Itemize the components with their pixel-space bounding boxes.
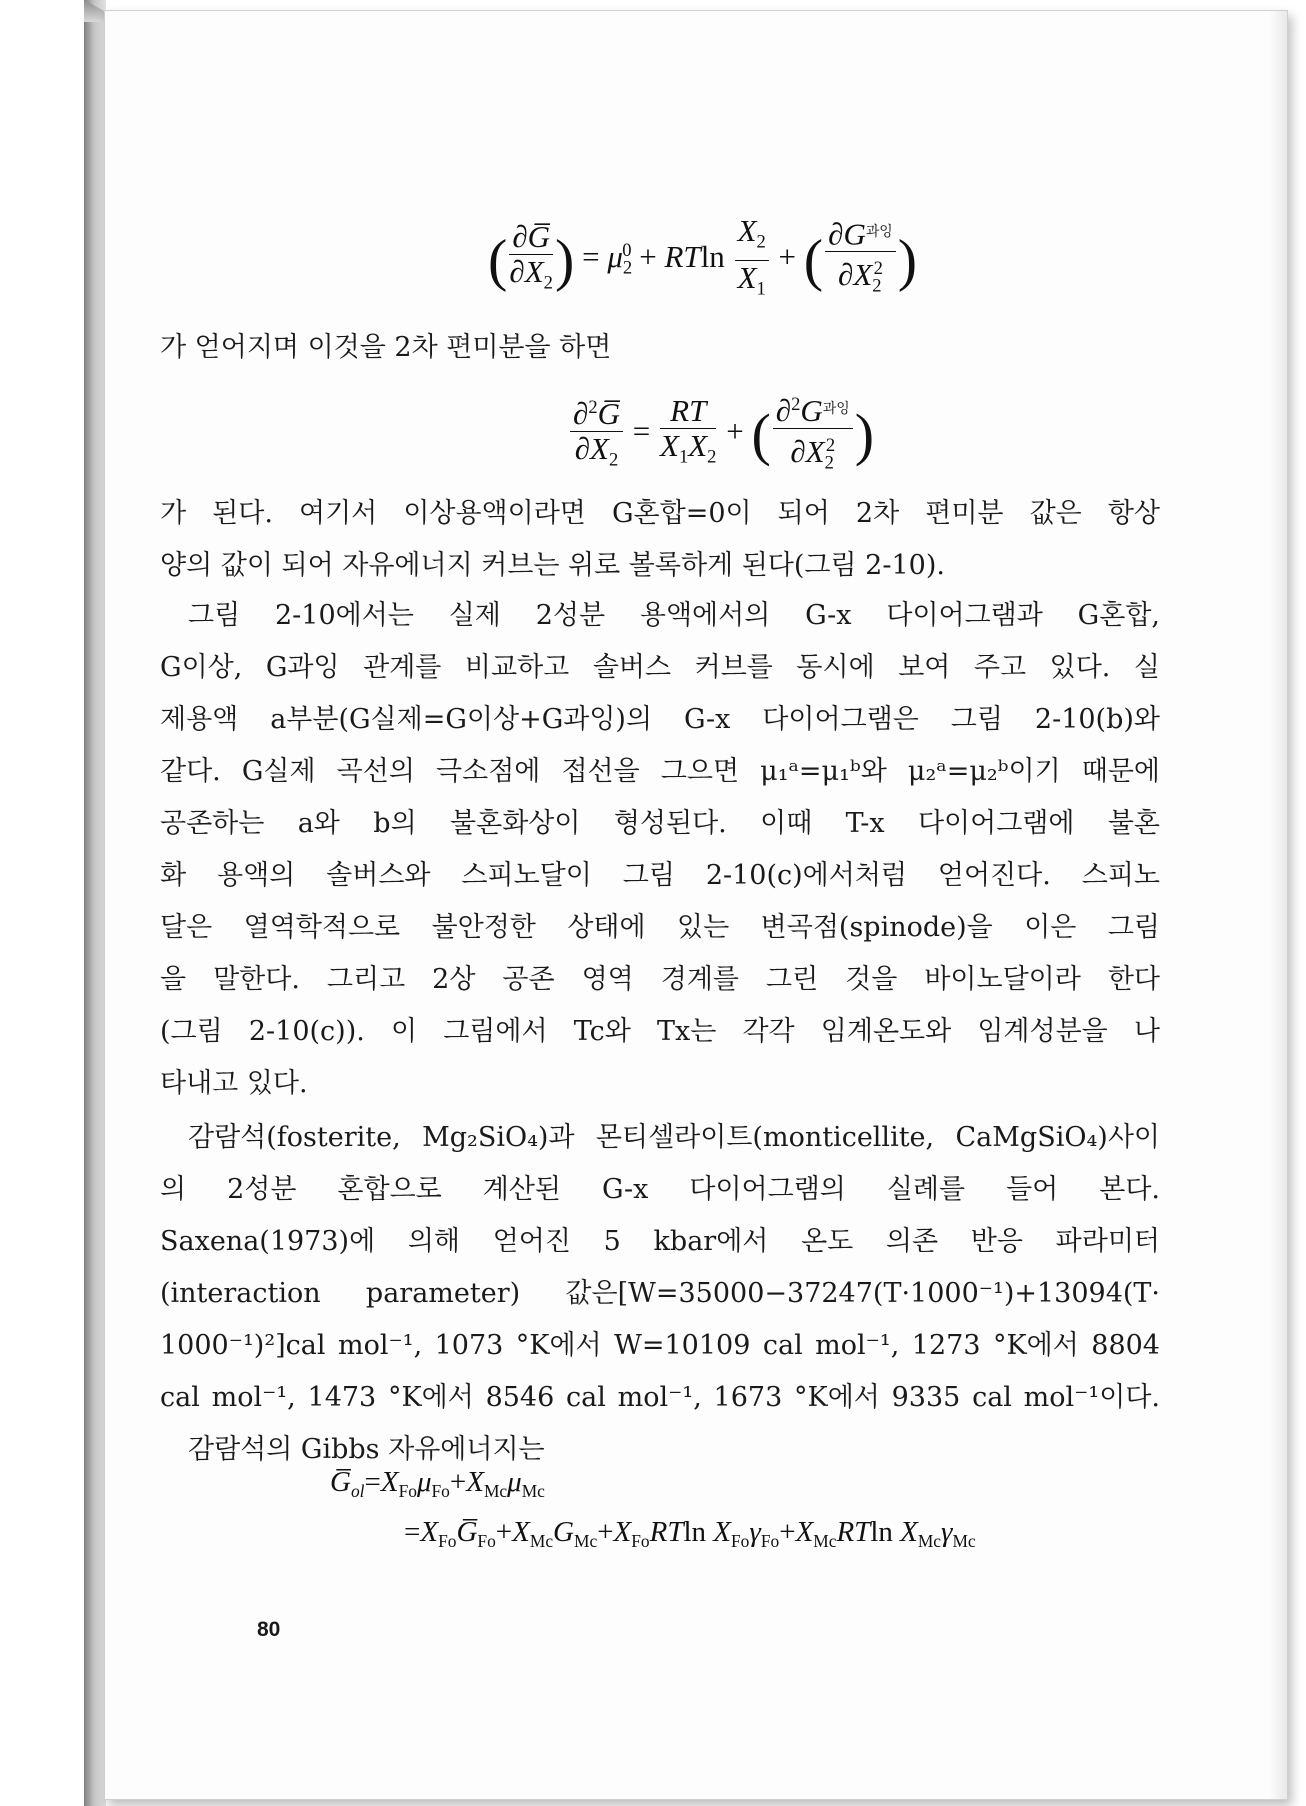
- text-line: 감람석(fosterite, Mg₂SiO₄)과 몬티셀라이트(monticellite, CaMgSiO₄)사이: [188, 1122, 1160, 1153]
- text-line: (interaction parameter) 값은[W=35000−37247(T·1000⁻¹)+13094(T·: [160, 1278, 1160, 1309]
- text-line: G이상, G과잉 관계를 비교하고 솔버스 커브를 동시에 보여 주고 있다. 실: [160, 652, 1160, 683]
- text-line: 을 말한다. 그리고 2상 공존 영역 경계를 그린 것을 바이노달이라 한다: [160, 964, 1160, 995]
- text-line: 공존하는 a와 b의 불혼화상이 형성된다. 이때 T-x 다이어그램에 불혼: [160, 808, 1160, 839]
- equation-3-line-1: $G̅_{ol}=X_{Fo}\mu_{Fo}+X_{Mc}\mu_{Mc}$: [330, 1466, 545, 1502]
- text-line: (그림 2-10(c)). 이 그림에서 Tc와 Tx는 각각 임계온도와 임계성분을 나: [160, 1016, 1160, 1047]
- text-line: 의 2성분 혼합으로 계산된 G-x 다이어그램의 실례를 들어 본다.: [160, 1174, 1160, 1205]
- equation-2: $\frac{\partial^2G̅}{\partial X_2}$ = $\frac{RT}{X_1X_2}$ + ( $\frac{\partial^2G^{과잉}}{\partial X_2^2}$ ): [568, 388, 874, 481]
- text-line: 양의 값이 되어 자유에너지 커브는 위로 볼록하게 된다(그림 2-10).: [160, 550, 945, 581]
- text-line: cal mol⁻¹, 1473 °K에서 8546 cal mol⁻¹, 1673 °K에서 9335 cal mol⁻¹이다.: [160, 1382, 1160, 1413]
- text-line: 화 용액의 솔버스와 스피노달이 그림 2-10(c)에서처럼 얻어진다. 스피노: [160, 860, 1160, 891]
- text-line: 가 된다. 여기서 이상용액이라면 G혼합=0이 되어 2차 편미분 값은 항상: [160, 498, 1160, 529]
- page-edge-shadow: [1269, 11, 1287, 1799]
- book-spine: [84, 0, 106, 1806]
- text-line: 달은 열역학적으로 불안정한 상태에 있는 변곡점(spinode)을 이은 그림: [160, 912, 1160, 943]
- text-line: Saxena(1973)에 의해 얻어진 5 kbar에서 온도 의존 반응 파라미터: [160, 1226, 1160, 1257]
- text-line: 제용액 a부분(G실제=G이상+G과잉)의 G-x 다이어그램은 그림 2-10(b)와: [160, 704, 1160, 735]
- text-line: 그림 2-10에서는 실제 2성분 용액에서의 G-x 다이어그램과 G혼합,: [188, 600, 1160, 631]
- equation-1: ( $\frac{\partial G̅}{\partial X_2}$ ) = $\mu_2^0 + RTln$ $\frac{X_2}{X_1}$ + ( $\frac{\partial G^{과잉}}{\partial X_2^2}$ ): [488, 213, 918, 299]
- text-line: 타내고 있다.: [160, 1068, 308, 1099]
- page-number: 80: [257, 1618, 281, 1641]
- text-line: 같다. G실제 곡선의 극소점에 접선을 그으면 μ₁ᵃ=μ₁ᵇ와 μ₂ᵃ=μ₂ᵇ이기 때문에: [160, 756, 1160, 787]
- paragraph-5: 감람석의 Gibbs 자유에너지는: [188, 1434, 545, 1465]
- paragraph-1: 가 얻어지며 이것을 2차 편미분을 하면: [160, 332, 612, 363]
- text-line: 1000⁻¹)²]cal mol⁻¹, 1073 °K에서 W=10109 cal mol⁻¹, 1273 °K에서 8804: [160, 1330, 1160, 1361]
- equation-3-line-2: $=X_{Fo}G̅_{Fo}+X_{Mc}G_{Mc}+X_{Fo}RTln$ $X_{Fo}\gamma_{Fo}+X_{Mc}RTln$ $X_{Mc}\gamma_{Mc}$: [404, 1516, 976, 1552]
